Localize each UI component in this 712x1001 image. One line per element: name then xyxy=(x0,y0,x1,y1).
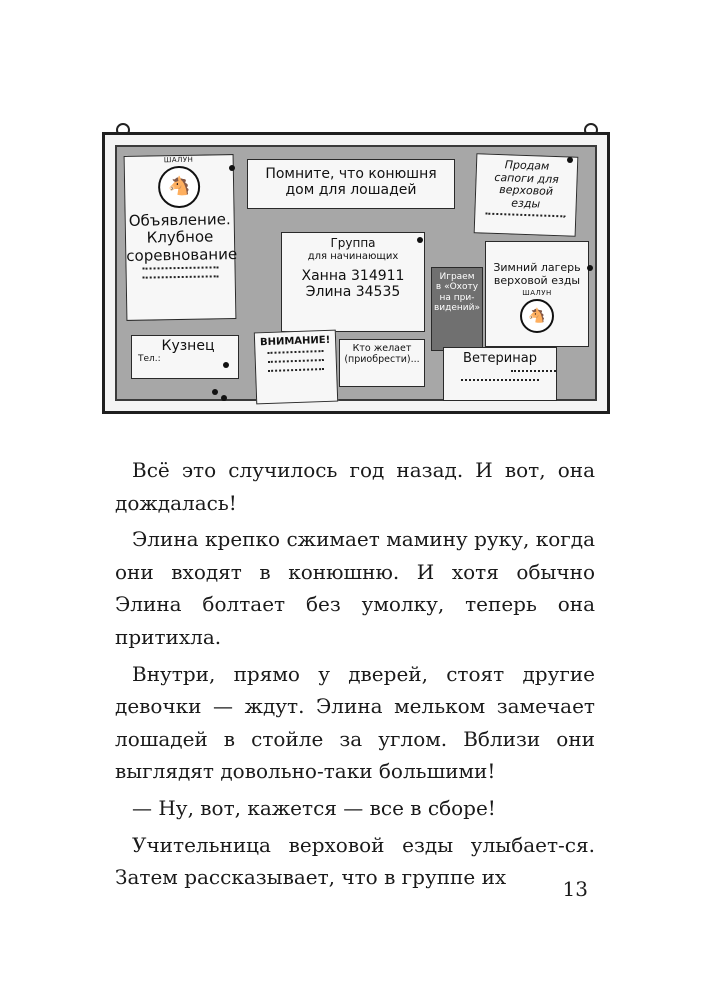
scribble xyxy=(143,275,219,282)
scribble xyxy=(267,350,323,358)
logo-label: ШАЛУН xyxy=(163,155,194,165)
pushpin xyxy=(212,389,218,395)
scribble xyxy=(268,359,324,367)
logo-label: ШАЛУН xyxy=(522,289,552,298)
note-line: Помните, что конюшня xyxy=(265,166,437,182)
note-blacksmith xyxy=(131,335,239,379)
note-line: Клубное xyxy=(146,227,214,247)
horse-logo-icon: 🐴 xyxy=(520,299,554,333)
note-line: дом для лошадей xyxy=(285,182,417,199)
page-number: 13 xyxy=(562,877,588,901)
paragraph: Всё это случилось год назад. И вот, она дождалась! xyxy=(115,458,595,515)
note-line: Играем xyxy=(439,272,475,282)
note-line: Кто желает xyxy=(352,343,412,354)
note-line: верховой xyxy=(499,183,554,199)
paragraph: Элина крепко сжимает мамину руку, когда они входят в конюшню. И хотя обычно Элина болтает без умолку, теперь она притихла. xyxy=(115,527,595,649)
note-title: ВНИМАНИЕ! xyxy=(259,334,331,349)
note-line: Зимний лагерь xyxy=(493,261,581,274)
note-vet xyxy=(443,347,557,401)
pushpin xyxy=(417,237,423,243)
note-line: соревнование xyxy=(126,244,238,265)
note-ghost-hunt xyxy=(431,267,483,351)
scribble xyxy=(268,368,324,376)
note-line: Продам xyxy=(504,158,550,173)
note-boots-sale xyxy=(474,153,579,237)
note-line: для начинающих xyxy=(307,250,399,262)
bulletin-board-illustration xyxy=(98,126,616,420)
pushpin xyxy=(223,362,229,368)
scribble xyxy=(461,379,539,385)
note-line: Группа xyxy=(330,236,376,250)
pushpin xyxy=(587,265,593,271)
note-club-announcement xyxy=(124,154,237,321)
note-winter-camp xyxy=(485,241,589,347)
note-beginners-group xyxy=(281,232,425,332)
note-line: видений» xyxy=(433,303,480,314)
horse-logo-icon: 🐴 xyxy=(158,166,201,209)
note-line: сапоги для xyxy=(494,170,559,186)
pushpin xyxy=(221,395,227,401)
note-title: Кузнец xyxy=(161,338,215,354)
pushpin xyxy=(567,157,573,163)
note-line: на при- xyxy=(439,292,475,303)
scribble xyxy=(511,370,556,376)
note-line: в «Охоту xyxy=(435,282,479,293)
body-text xyxy=(115,454,595,898)
board-frame xyxy=(102,132,610,414)
scribble xyxy=(143,266,219,273)
note-line: Ханна 314911 xyxy=(301,268,405,285)
cork-board xyxy=(115,145,597,401)
note-line: езды xyxy=(511,196,541,211)
pushpin xyxy=(229,165,235,171)
note-attention xyxy=(254,330,338,405)
note-line: Элина 34535 xyxy=(305,284,401,301)
paragraph: Учительница верховой езды улыбает-ся. Затем рассказывает, что в группе их xyxy=(115,832,595,890)
note-line: Тел.: xyxy=(138,354,161,365)
paragraph: Внутри, прямо у дверей, стоят другие девочки — ждут. Элина мельком замечает лошадей в стойле за углом. Вблизи они выглядят довольно-таки большими! xyxy=(115,661,595,784)
note-who-wants xyxy=(339,339,425,387)
note-reminder xyxy=(247,159,455,209)
note-line: (приобрести)... xyxy=(344,353,420,365)
note-title: Ветеринар xyxy=(463,351,537,366)
note-line: Объявление. xyxy=(128,210,231,230)
note-line: верховой езды xyxy=(493,273,581,287)
scribble xyxy=(485,212,565,221)
paragraph: — Ну, вот, кажется — все в сборе! xyxy=(132,795,496,820)
